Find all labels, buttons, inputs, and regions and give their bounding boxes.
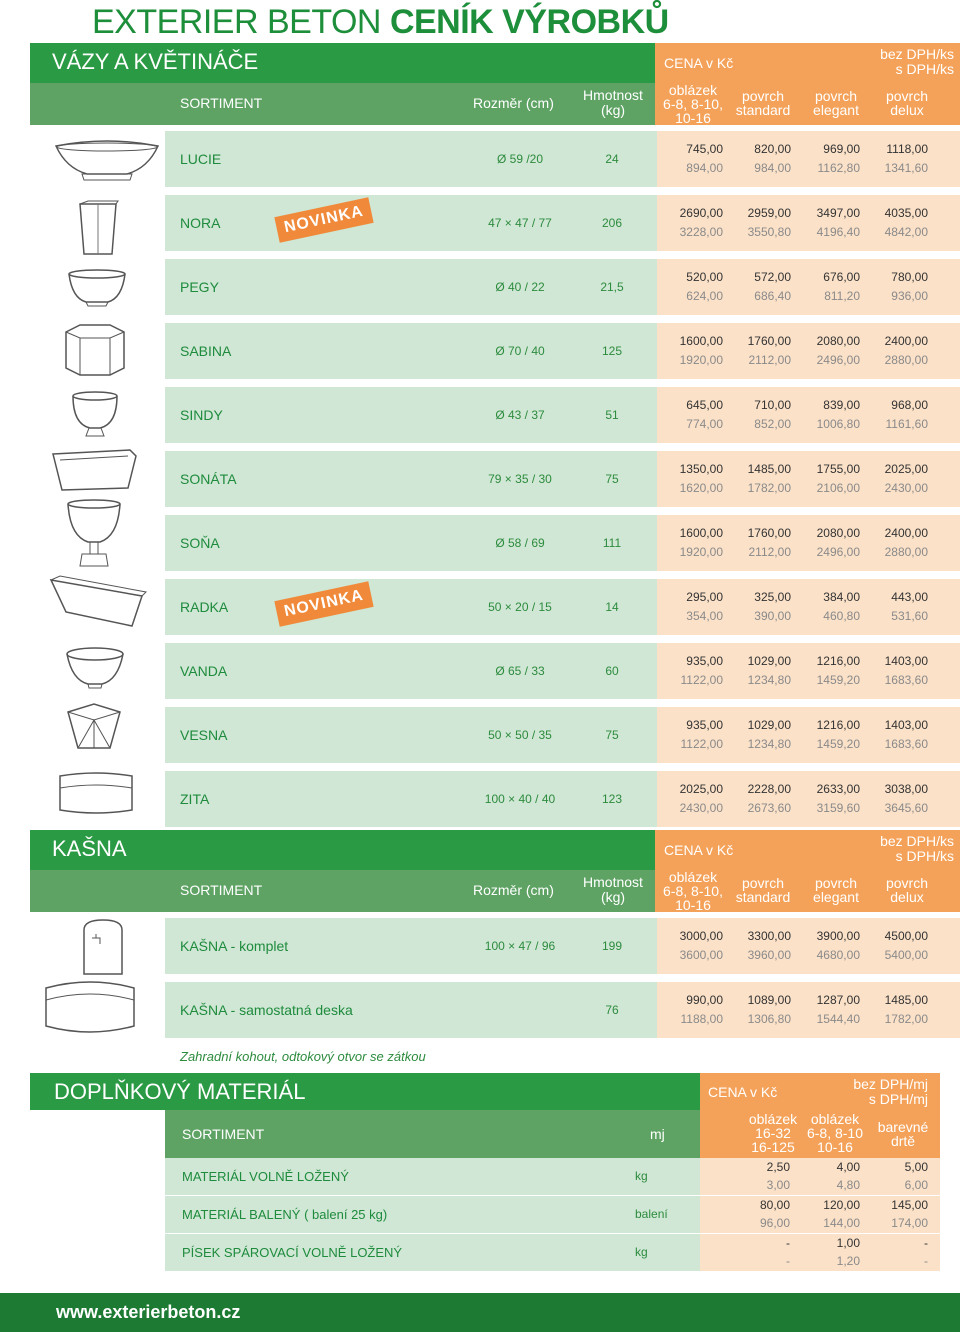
price-without-vat: 968,00 [891, 398, 928, 412]
price-with-vat: 1,20 [836, 1254, 860, 1268]
price-without-vat: 645,00 [686, 398, 723, 412]
product-dimension: Ø 59 /20 [496, 152, 544, 166]
row-price-bg [657, 515, 960, 571]
price-with-vat: 3550,80 [747, 225, 791, 239]
product-weight: 60 [605, 664, 619, 678]
price-with-vat: 1006,80 [816, 417, 860, 431]
vesna-image [64, 702, 124, 754]
col-sortiment: SORTIMENT [180, 882, 263, 898]
price-without-vat: 1760,00 [747, 526, 791, 540]
price-without-vat: 969,00 [823, 142, 860, 156]
col-oblazek-3: 10-16 [675, 110, 711, 126]
col-oblazek [658, 870, 728, 912]
price-without-vat: 2080,00 [816, 526, 860, 540]
price-without-vat: 120,00 [823, 1198, 860, 1212]
vat-without: bez DPH/ks [880, 46, 954, 62]
product-dimension: 100 × 47 / 96 [484, 939, 556, 953]
price-without-vat: 3038,00 [884, 782, 928, 796]
price-without-vat: 1029,00 [747, 654, 791, 668]
col-elegant-2: elegant [813, 102, 859, 118]
section-title-vazy: VÁZY A KVĚTINÁČE [52, 49, 259, 74]
row-price-bg [657, 195, 960, 251]
price-with-vat: 2880,00 [884, 353, 928, 367]
product-row [165, 771, 960, 827]
vazy-header [30, 43, 960, 127]
price-with-vat: 1188,00 [680, 1012, 723, 1026]
price-with-vat: 894,00 [686, 161, 723, 175]
col-elegant [801, 89, 871, 117]
price-with-vat: 1459,20 [816, 673, 860, 687]
material-name: PÍSEK SPÁROVACÍ VOLNĚ LOŽENÝ [182, 1245, 403, 1260]
cena-label: CENA v Kč [664, 842, 734, 858]
sona-image [64, 498, 124, 570]
price-without-vat: 676,00 [823, 270, 860, 284]
column-header-row [30, 870, 655, 912]
col-elegant-1: povrch [814, 875, 858, 891]
price-with-vat: 2112,00 [748, 353, 791, 367]
product-name: SONÁTA [180, 471, 237, 487]
product-weight: 111 [602, 536, 622, 550]
doplnkovy-vat-labels [853, 1077, 928, 1107]
radka-image [48, 572, 148, 632]
product-dimension: 47 × 47 / 77 [488, 216, 552, 230]
row-price-bg [657, 131, 960, 187]
price-without-vat: 1118,00 [886, 142, 928, 156]
price-without-vat: 2400,00 [884, 526, 928, 540]
price-with-vat: 1161,60 [885, 417, 928, 431]
product-name: ZITA [180, 791, 210, 807]
price-without-vat: 935,00 [686, 718, 723, 732]
product-name: KAŠNA - komplet [180, 938, 289, 954]
product-name: SOŇA [180, 535, 220, 551]
price-with-vat: 1620,00 [679, 481, 723, 495]
col-hmotnost-2: (kg) [600, 889, 626, 905]
doplnkovy-vat-without: bez DPH/mj [853, 1076, 928, 1092]
doplnkovy-col-c [868, 1120, 938, 1148]
product-weight: 24 [605, 152, 619, 166]
price-without-vat: 3300,00 [747, 929, 791, 943]
price-with-vat: 2496,00 [816, 353, 860, 367]
col-hmotnost [582, 88, 644, 118]
product-weight: 14 [605, 600, 619, 614]
col-elegant-1: povrch [814, 88, 858, 104]
product-weight: 21,5 [600, 280, 624, 294]
product-dimension: Ø 70 / 40 [495, 344, 545, 358]
col-standard [728, 89, 798, 117]
price-with-vat: 1122,00 [680, 673, 723, 687]
col-delux-1: povrch [885, 88, 929, 104]
price-without-vat: 820,00 [754, 142, 791, 156]
page-title [92, 2, 669, 42]
product-weight: 206 [601, 216, 623, 230]
price-without-vat: 935,00 [686, 654, 723, 668]
doplnkovy-col-a-1: oblázek [748, 1111, 798, 1127]
price-without-vat: - [786, 1236, 790, 1250]
price-without-vat: 1287,00 [816, 993, 860, 1007]
doplnkovy-col-mj: mj [650, 1126, 665, 1142]
product-row [165, 387, 960, 443]
col-oblazek-1: oblázek [668, 82, 718, 98]
vat-labels [880, 834, 954, 864]
price-with-vat: 1162,80 [817, 161, 860, 175]
product-row [165, 918, 960, 974]
price-without-vat: 2690,00 [679, 206, 723, 220]
doplnkovy-col-b [800, 1112, 870, 1154]
price-with-vat: 5400,00 [884, 948, 928, 962]
row-price-bg [657, 323, 960, 379]
doplnkovy-col-a-2: 16-32 [755, 1125, 791, 1141]
vat-with: s DPH/ks [895, 61, 954, 77]
footer-bar [0, 1293, 960, 1332]
price-with-vat: 1683,60 [884, 673, 928, 687]
material-name: MATERIÁL BALENÝ ( balení 25 kg) [182, 1207, 388, 1222]
price-without-vat: 145,00 [891, 1198, 928, 1212]
product-weight: 51 [605, 408, 619, 422]
product-row [165, 131, 960, 187]
col-delux [872, 89, 942, 117]
price-with-vat: 624,00 [686, 289, 723, 303]
col-elegant [801, 876, 871, 904]
vat-with: s DPH/ks [895, 848, 954, 864]
col-standard-1: povrch [741, 875, 785, 891]
lucie-image [52, 140, 162, 185]
product-weight: 199 [601, 939, 623, 953]
price-without-vat: 520,00 [686, 270, 723, 284]
row-price-bg [657, 707, 960, 763]
column-header-row [30, 83, 655, 125]
price-without-vat: 990,00 [686, 993, 723, 1007]
col-standard [728, 876, 798, 904]
price-without-vat: 839,00 [823, 398, 860, 412]
price-with-vat: 2106,00 [816, 481, 860, 495]
price-without-vat: 325,00 [754, 590, 791, 604]
material-unit: balení [635, 1207, 668, 1221]
price-with-vat: 460,80 [823, 609, 860, 623]
price-with-vat: 686,40 [754, 289, 791, 303]
price-without-vat: 4,00 [836, 1160, 860, 1174]
product-weight: 76 [605, 1003, 619, 1017]
price-without-vat: 1089,00 [747, 993, 791, 1007]
price-without-vat: 1485,00 [747, 462, 791, 476]
col-hmotnost [582, 875, 644, 905]
price-with-vat: 2430,00 [679, 801, 723, 815]
material-row [165, 1234, 940, 1271]
product-weight: 75 [605, 472, 619, 486]
doplnkovy-col-sortiment: SORTIMENT [182, 1126, 265, 1142]
price-with-vat: 774,00 [686, 417, 723, 431]
col-hmotnost-1: Hmotnost [583, 87, 643, 103]
product-name: SINDY [180, 407, 223, 423]
price-without-vat: 745,00 [686, 142, 723, 156]
price-with-vat: 1122,00 [680, 737, 723, 751]
product-name: RADKA [180, 599, 229, 615]
price-with-vat: 531,60 [891, 609, 928, 623]
price-without-vat: 2400,00 [884, 334, 928, 348]
price-without-vat: 1760,00 [747, 334, 791, 348]
sabina-image [60, 322, 130, 378]
product-weight: 125 [601, 344, 623, 358]
material-unit: kg [635, 1245, 648, 1259]
nora-image [76, 200, 120, 258]
product-name: VANDA [180, 663, 228, 679]
price-without-vat: 2228,00 [747, 782, 791, 796]
price-with-vat: 1920,00 [679, 353, 723, 367]
product-weight: 75 [605, 728, 619, 742]
price-without-vat: 1755,00 [816, 462, 860, 476]
product-dimension: Ø 58 / 69 [495, 536, 545, 550]
product-dimension: 79 × 35 / 30 [488, 472, 552, 486]
price-with-vat: 936,00 [891, 289, 928, 303]
price-with-vat: - [786, 1254, 790, 1268]
novinka-badge-radka: NOVINKA [274, 581, 373, 626]
row-price-bg [657, 579, 960, 635]
price-with-vat: 3960,00 [747, 948, 791, 962]
zita-image [56, 768, 136, 820]
product-name: NORA [180, 215, 221, 231]
price-with-vat: 174,00 [891, 1216, 928, 1230]
product-dimension: 50 × 20 / 15 [488, 600, 552, 614]
pegy-image [66, 268, 128, 308]
section-title-kasna: KAŠNA [52, 836, 127, 861]
material-row [165, 1196, 940, 1233]
price-with-vat: 3645,60 [884, 801, 928, 815]
price-without-vat: 1485,00 [884, 993, 928, 1007]
price-with-vat: 4842,00 [884, 225, 928, 239]
product-name: VESNA [180, 727, 228, 743]
price-without-vat: - [924, 1236, 928, 1250]
vanda-image [64, 646, 126, 690]
price-without-vat: 1029,00 [747, 718, 791, 732]
col-sortiment: SORTIMENT [180, 95, 263, 111]
price-without-vat: 1216,00 [816, 718, 860, 732]
price-without-vat: 1350,00 [679, 462, 723, 476]
price-with-vat: 3600,00 [679, 948, 723, 962]
row-price-bg [657, 387, 960, 443]
price-with-vat: 1683,60 [884, 737, 928, 751]
price-without-vat: 295,00 [686, 590, 723, 604]
doplnkovy-vat-with: s DPH/mj [868, 1091, 928, 1107]
product-weight: 123 [601, 792, 623, 806]
title-prefix: EXTERIER BETON [92, 3, 390, 41]
col-oblazek-3: 10-16 [675, 897, 711, 913]
product-row [165, 515, 960, 571]
sonata-image [50, 446, 138, 494]
col-standard-2: standard [735, 102, 791, 118]
price-without-vat: 2080,00 [816, 334, 860, 348]
product-dimension: Ø 65 / 33 [495, 664, 545, 678]
title-bold: CENÍK VÝROBKŮ [389, 3, 669, 41]
product-row [165, 707, 960, 763]
price-with-vat: 4680,00 [816, 948, 860, 962]
doplnkovy-col-a-3: 16-125 [751, 1139, 795, 1155]
price-without-vat: 4500,00 [884, 929, 928, 943]
cena-label: CENA v Kč [664, 55, 734, 71]
price-with-vat: 4196,40 [816, 225, 860, 239]
col-oblazek-2: 6-8, 8-10, [663, 883, 723, 899]
col-delux [872, 876, 942, 904]
kasna-header [30, 830, 960, 914]
price-without-vat: 443,00 [891, 590, 928, 604]
price-without-vat: 1600,00 [679, 334, 723, 348]
price-with-vat: 4,80 [836, 1178, 860, 1192]
col-standard-1: povrch [741, 88, 785, 104]
row-price-bg [657, 982, 960, 1038]
section-title-doplnkovy: DOPLŇKOVÝ MATERIÁL [54, 1079, 306, 1104]
col-hmotnost-1: Hmotnost [583, 874, 643, 890]
price-with-vat: 144,00 [823, 1216, 860, 1230]
row-price-bg [657, 451, 960, 507]
col-oblazek [658, 83, 728, 125]
price-with-vat: 6,00 [904, 1178, 928, 1192]
price-with-vat: 984,00 [754, 161, 791, 175]
price-without-vat: 780,00 [891, 270, 928, 284]
price-without-vat: 3900,00 [816, 929, 860, 943]
product-name: PEGY [180, 279, 219, 295]
price-without-vat: 2959,00 [747, 206, 791, 220]
kasna-note: Zahradní kohout, odtokový otvor se zátkou [180, 1049, 426, 1064]
product-row [165, 982, 960, 1038]
price-without-vat: 1600,00 [679, 526, 723, 540]
price-without-vat: 1,00 [836, 1236, 860, 1250]
price-without-vat: 384,00 [823, 590, 860, 604]
col-oblazek-1: oblázek [668, 869, 718, 885]
product-name: SABINA [180, 343, 232, 359]
col-rozmer: Rozměr (cm) [473, 882, 554, 898]
row-price-bg [657, 643, 960, 699]
price-without-vat: 2633,00 [816, 782, 860, 796]
product-row [165, 451, 960, 507]
price-with-vat: 390,00 [754, 609, 791, 623]
price-with-vat: 3,00 [766, 1178, 790, 1192]
price-with-vat: 2673,60 [747, 801, 791, 815]
footer-url[interactable]: www.exterierbeton.cz [56, 1302, 241, 1322]
price-without-vat: 5,00 [904, 1160, 928, 1174]
product-row [165, 643, 960, 699]
product-dimension: Ø 40 / 22 [495, 280, 545, 294]
product-dimension: Ø 43 / 37 [495, 408, 545, 422]
col-oblazek-2: 6-8, 8-10, [663, 96, 723, 112]
price-without-vat: 3000,00 [679, 929, 723, 943]
price-with-vat: 2880,00 [884, 545, 928, 559]
col-standard-2: standard [735, 889, 791, 905]
kasna-deska-image [42, 968, 138, 1042]
sindy-image [70, 390, 120, 440]
doplnkovy-col-b-1: oblázek [810, 1111, 860, 1127]
price-without-vat: 3497,00 [816, 206, 860, 220]
price-with-vat: 811,20 [824, 289, 860, 303]
row-price-bg [657, 259, 960, 315]
price-without-vat: 2,50 [766, 1160, 790, 1174]
price-with-vat: 1459,20 [816, 737, 860, 751]
price-with-vat: 1782,00 [747, 481, 791, 495]
col-rozmer: Rozměr (cm) [473, 95, 554, 111]
col-delux-1: povrch [885, 875, 929, 891]
doplnkovy-col-a [738, 1112, 808, 1154]
price-without-vat: 2025,00 [884, 462, 928, 476]
col-delux-2: delux [890, 889, 924, 905]
product-row [165, 259, 960, 315]
price-without-vat: 1403,00 [884, 718, 928, 732]
product-name: KAŠNA - samostatná deska [180, 1002, 353, 1018]
price-with-vat: 1782,00 [884, 1012, 928, 1026]
doplnkovy-col-c-2: drtě [890, 1133, 916, 1149]
price-with-vat: 2430,00 [884, 481, 928, 495]
price-with-vat: 1234,80 [747, 737, 791, 751]
vat-labels [880, 47, 954, 77]
material-name: MATERIÁL VOLNĚ LOŽENÝ [182, 1169, 349, 1184]
price-with-vat: - [924, 1254, 928, 1268]
price-with-vat: 1306,80 [747, 1012, 791, 1026]
price-with-vat: 3159,60 [816, 801, 860, 815]
price-with-vat: 3228,00 [679, 225, 723, 239]
price-with-vat: 1341,60 [884, 161, 928, 175]
price-without-vat: 1403,00 [884, 654, 928, 668]
product-name: LUCIE [180, 151, 222, 167]
col-elegant-2: elegant [813, 889, 859, 905]
price-without-vat: 572,00 [754, 270, 791, 284]
novinka-badge-nora: NOVINKA [274, 197, 373, 242]
col-hmotnost-2: (kg) [600, 102, 626, 118]
price-with-vat: 1234,80 [747, 673, 791, 687]
product-dimension: 50 × 50 / 35 [488, 728, 552, 742]
doplnkovy-col-b-2: 6-8, 8-10 [806, 1125, 864, 1141]
price-with-vat: 2496,00 [816, 545, 860, 559]
row-price-bg [657, 918, 960, 974]
price-without-vat: 1216,00 [816, 654, 860, 668]
row-price-bg [657, 771, 960, 827]
product-dimension: 100 × 40 / 40 [484, 792, 556, 806]
price-without-vat: 4035,00 [884, 206, 928, 220]
price-without-vat: 710,00 [754, 398, 791, 412]
price-without-vat: 80,00 [759, 1198, 790, 1212]
price-with-vat: 354,00 [686, 609, 723, 623]
material-unit: kg [635, 1169, 648, 1183]
doplnkovy-col-c-1: barevné [877, 1119, 929, 1135]
product-row [165, 323, 960, 379]
price-without-vat: 2025,00 [679, 782, 723, 796]
price-with-vat: 1544,40 [816, 1012, 860, 1026]
doplnkovy-cena-label: CENA v Kč [708, 1084, 778, 1100]
vat-without: bez DPH/ks [880, 833, 954, 849]
col-delux-2: delux [890, 102, 924, 118]
price-with-vat: 852,00 [754, 417, 791, 431]
price-with-vat: 96,00 [759, 1216, 790, 1230]
price-with-vat: 1920,00 [679, 545, 723, 559]
price-with-vat: 2112,00 [748, 545, 791, 559]
doplnkovy-col-b-3: 10-16 [817, 1139, 853, 1155]
material-row [165, 1158, 940, 1195]
